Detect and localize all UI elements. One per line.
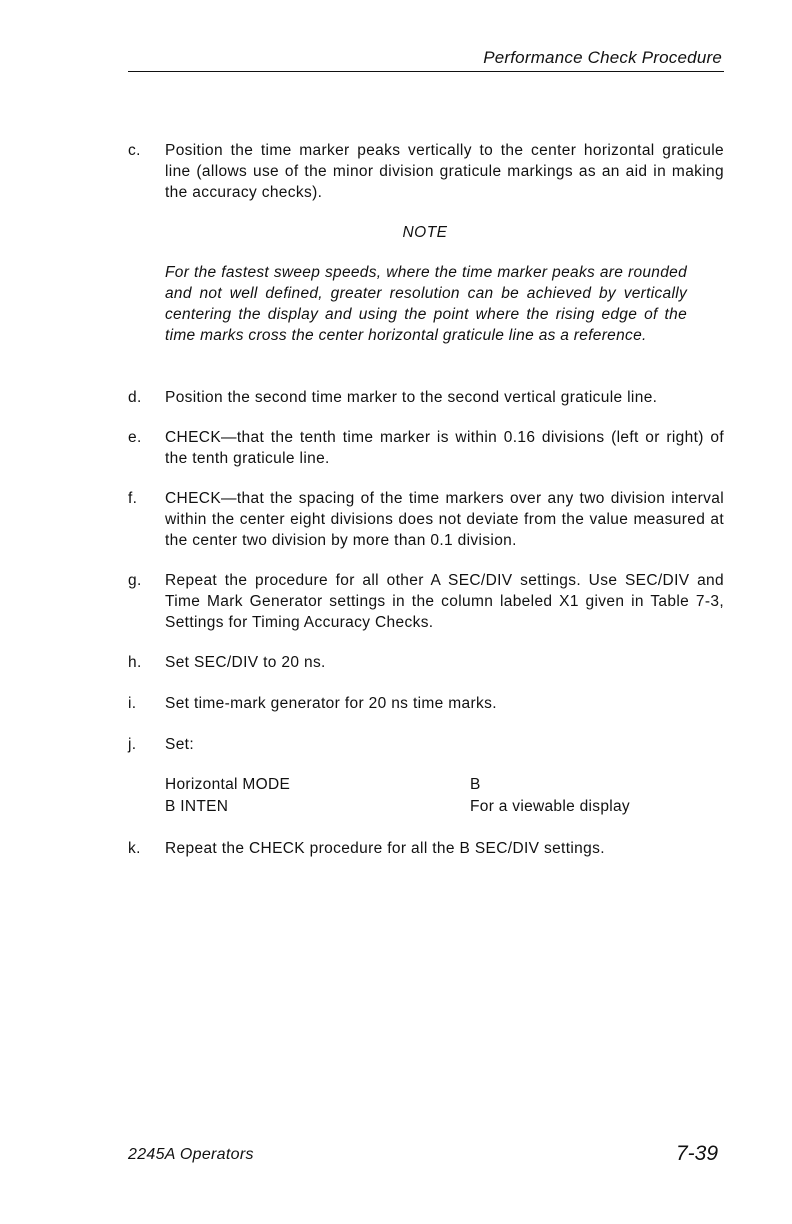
step-letter: d. xyxy=(128,389,142,406)
step-f xyxy=(128,488,724,551)
step-i xyxy=(128,693,724,714)
step-d xyxy=(128,387,724,408)
settings-row xyxy=(165,774,725,796)
step-e xyxy=(128,427,724,469)
step-text: Set SEC/DIV to 20 ns. xyxy=(165,654,326,671)
step-letter: i. xyxy=(128,695,137,712)
setting-name: Horizontal MODE xyxy=(165,776,291,793)
step-text: Set: xyxy=(165,736,194,753)
footer-manual-title: 2245A Operators xyxy=(128,1146,254,1163)
step-letter: h. xyxy=(128,654,142,671)
setting-name: B INTEN xyxy=(165,798,229,815)
step-text: Repeat the CHECK procedure for all the B SEC/DIV settings. xyxy=(165,840,605,857)
step-text: CHECK—that the tenth time marker is within 0.16 divisions (left or right) of the tenth graticule line. xyxy=(165,429,724,467)
step-text: Position the time marker peaks vertically to the center horizontal graticule line (allows use of the minor division graticule markings as an aid in making the accuracy checks). xyxy=(165,142,724,201)
note-body: For the fastest sweep speeds, where the time marker peaks are rounded and not well defined, greater resolution can be achieved by vertically centering the display and using the point where the rising edge of the time marks cross the center horizontal graticule line as a reference. xyxy=(165,264,687,344)
step-text: CHECK—that the spacing of the time markers over any two division interval within the center eight divisions does not deviate from the value measured at the center two division by more than 0.1 division. xyxy=(165,490,724,549)
step-letter: j. xyxy=(128,736,137,753)
step-text: Set time-mark generator for 20 ns time marks. xyxy=(165,695,497,712)
step-text: Position the second time marker to the second vertical graticule line. xyxy=(165,389,658,406)
step-letter: g. xyxy=(128,572,142,589)
step-k xyxy=(128,838,724,859)
step-text: Repeat the procedure for all other A SEC/DIV settings. Use SEC/DIV and Time Mark Generator settings in the column labeled X1 given in Table 7-3, Settings for Timing Accuracy Checks. xyxy=(165,572,724,631)
step-letter: f. xyxy=(128,490,138,507)
header-title: Performance Check Procedure xyxy=(483,48,722,67)
step-letter: k. xyxy=(128,840,141,857)
page-number: 7-39 xyxy=(675,1142,718,1165)
step-letter: c. xyxy=(128,142,141,159)
step-j xyxy=(128,734,724,755)
step-c xyxy=(128,140,724,203)
step-letter: e. xyxy=(128,429,142,446)
note-title: NOTE xyxy=(402,224,448,241)
header-rule xyxy=(128,71,724,72)
step-h xyxy=(128,652,724,673)
settings-table xyxy=(165,774,725,818)
step-g xyxy=(128,570,724,633)
setting-value: For a viewable display xyxy=(470,798,630,815)
settings-row xyxy=(165,796,725,818)
setting-value: B xyxy=(470,776,481,793)
